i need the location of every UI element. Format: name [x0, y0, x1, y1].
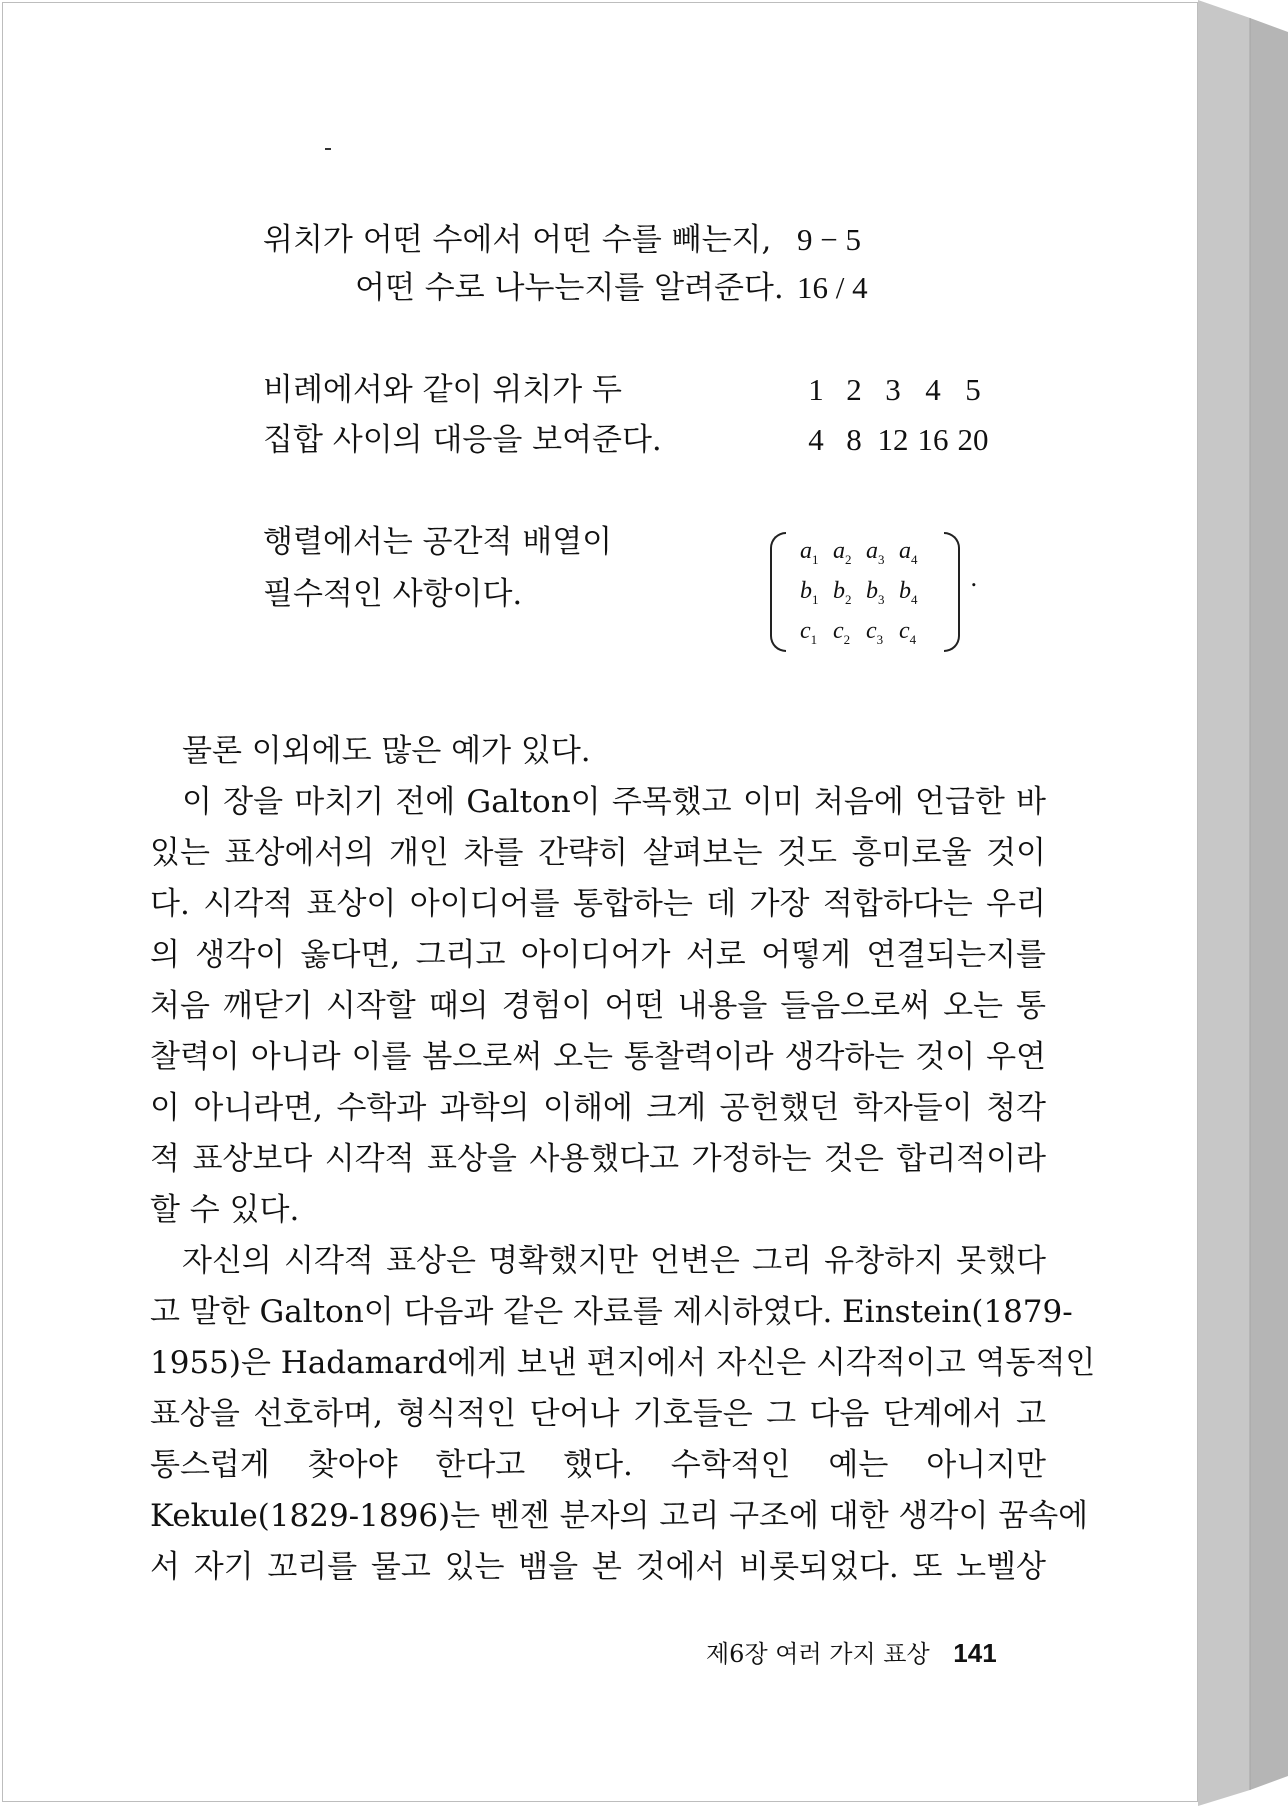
paragraph-line: 의 생각이 옳다면, 그리고 아이디어가 서로 어떻게 연결되는지를: [150, 937, 1046, 973]
ratio-cell: 2: [846, 372, 862, 407]
paragraph-line: 이 아니라면, 수학과 과학의 이해에 크게 공헌했던 학자들이 청각: [150, 1090, 1046, 1126]
ratio-cell: 16: [917, 422, 949, 457]
paragraph-line: 표상을 선호하며, 형식적인 단어나 기호들은 그 다음 단계에서 고: [150, 1396, 1046, 1432]
matrix-row-c: [800, 618, 932, 648]
paragraph-2: [150, 777, 1046, 1236]
subtraction-text: 위치가 어떤 수에서 어떤 수를 빼는지,: [263, 222, 772, 258]
ratio-cell: 4: [925, 372, 941, 407]
book-spine-edge: [1198, 0, 1288, 1806]
ratio-text-2: 집합 사이의 대응을 보여준다.: [263, 422, 662, 458]
ratio-cell: 20: [957, 422, 989, 457]
matrix-cell: $a_1$: [800, 538, 819, 567]
paragraph-line: 다. 시각적 표상이 아이디어를 통합하는 데 가장 적합하다는 우리: [150, 886, 1046, 922]
ratio-row-2: [797, 422, 993, 458]
matrix-text-1: 행렬에서는 공간적 배열이: [263, 524, 613, 560]
matrix-cell: $a_2$: [833, 538, 852, 567]
ratio-cell: 12: [877, 422, 909, 457]
paragraph-line: 물론 이외에도 많은 예가 있다.: [182, 733, 591, 769]
page-footer: [706, 1634, 997, 1669]
matrix-cell: $b_3$: [866, 578, 885, 607]
matrix-row-b: [800, 578, 932, 608]
subtraction-math: 9 − 5: [797, 222, 861, 257]
paragraph-line: 적 표상보다 시각적 표상을 사용했다고 가정하는 것은 합리적이라: [150, 1141, 1046, 1177]
matrix-text-2: 필수적인 사항이다.: [263, 576, 523, 612]
ratio-cell: 5: [965, 372, 981, 407]
matrix-cell: $c_3$: [866, 618, 884, 647]
matrix-cell: $c_2$: [833, 618, 851, 647]
chapter-title: 제6장 여러 가지 표상: [706, 1640, 930, 1668]
matrix-left-paren: [770, 532, 786, 652]
matrix-cell: $b_2$: [833, 578, 852, 607]
division-math: 16 / 4: [797, 270, 868, 305]
paragraph-line: 처음 깨닫기 시작할 때의 경험이 어떤 내용을 들음으로써 오는 통: [150, 988, 1046, 1024]
paragraph-line: 고 말한 Galton이 다음과 같은 자료를 제시하였다. Einstein(1879-: [150, 1294, 1073, 1330]
paragraph-line: 할 수 있다.: [150, 1192, 300, 1228]
paragraph-line: Kekule(1829-1896)는 벤젠 분자의 고리 구조에 대한 생각이 꿈속에: [150, 1498, 1089, 1534]
paragraph-line: 자신의 시각적 표상은 명확했지만 언변은 그리 유창하지 못했다: [182, 1243, 1046, 1279]
matrix-cell: $b_1$: [800, 578, 819, 607]
matrix-cell: $c_4$: [899, 618, 917, 647]
matrix-cell: $a_4$: [899, 538, 918, 567]
paragraph-line: 서 자기 꼬리를 물고 있는 뱀을 본 것에서 비롯되었다. 또 노벨상: [150, 1549, 1046, 1585]
ratio-cell: 8: [846, 422, 862, 457]
ratio-cell: 3: [885, 372, 901, 407]
stray-mark: [325, 148, 331, 150]
matrix-cell: $b_4$: [899, 578, 918, 607]
matrix-cell: $c_1$: [800, 618, 818, 647]
ratio-cell: 4: [808, 422, 824, 457]
matrix-cell: $a_3$: [866, 538, 885, 567]
paragraph-1: [150, 726, 1046, 777]
paragraph-line: 이 장을 마치기 전에 Galton이 주목했고 이미 처음에 언급한 바: [182, 784, 1046, 820]
ratio-row-1: [797, 372, 993, 408]
paragraph-line: 찰력이 아니라 이를 봄으로써 오는 통찰력이라 생각하는 것이 우연: [150, 1039, 1046, 1075]
paragraph-3: [150, 1236, 1096, 1593]
paragraph-line: 통스럽게 찾아야 한다고 했다. 수학적인 예는 아니지만: [150, 1447, 1046, 1483]
matrix: [770, 532, 960, 652]
ratio-cell: 1: [808, 372, 824, 407]
matrix-row-a: [800, 538, 932, 568]
page-number: 141: [953, 1638, 997, 1668]
ratio-text-1: 비례에서와 같이 위치가 두: [263, 372, 622, 408]
paragraph-line: 1955)은 Hadamard에게 보낸 편지에서 자신은 시각적이고 역동적인: [150, 1345, 1096, 1381]
matrix-period: .: [970, 564, 978, 592]
matrix-right-paren: [944, 532, 960, 652]
division-text: 어떤 수로 나누는지를 알려준다.: [355, 270, 784, 306]
paragraph-line: 있는 표상에서의 개인 차를 간략히 살펴보는 것도 흥미로울 것이: [150, 835, 1046, 871]
